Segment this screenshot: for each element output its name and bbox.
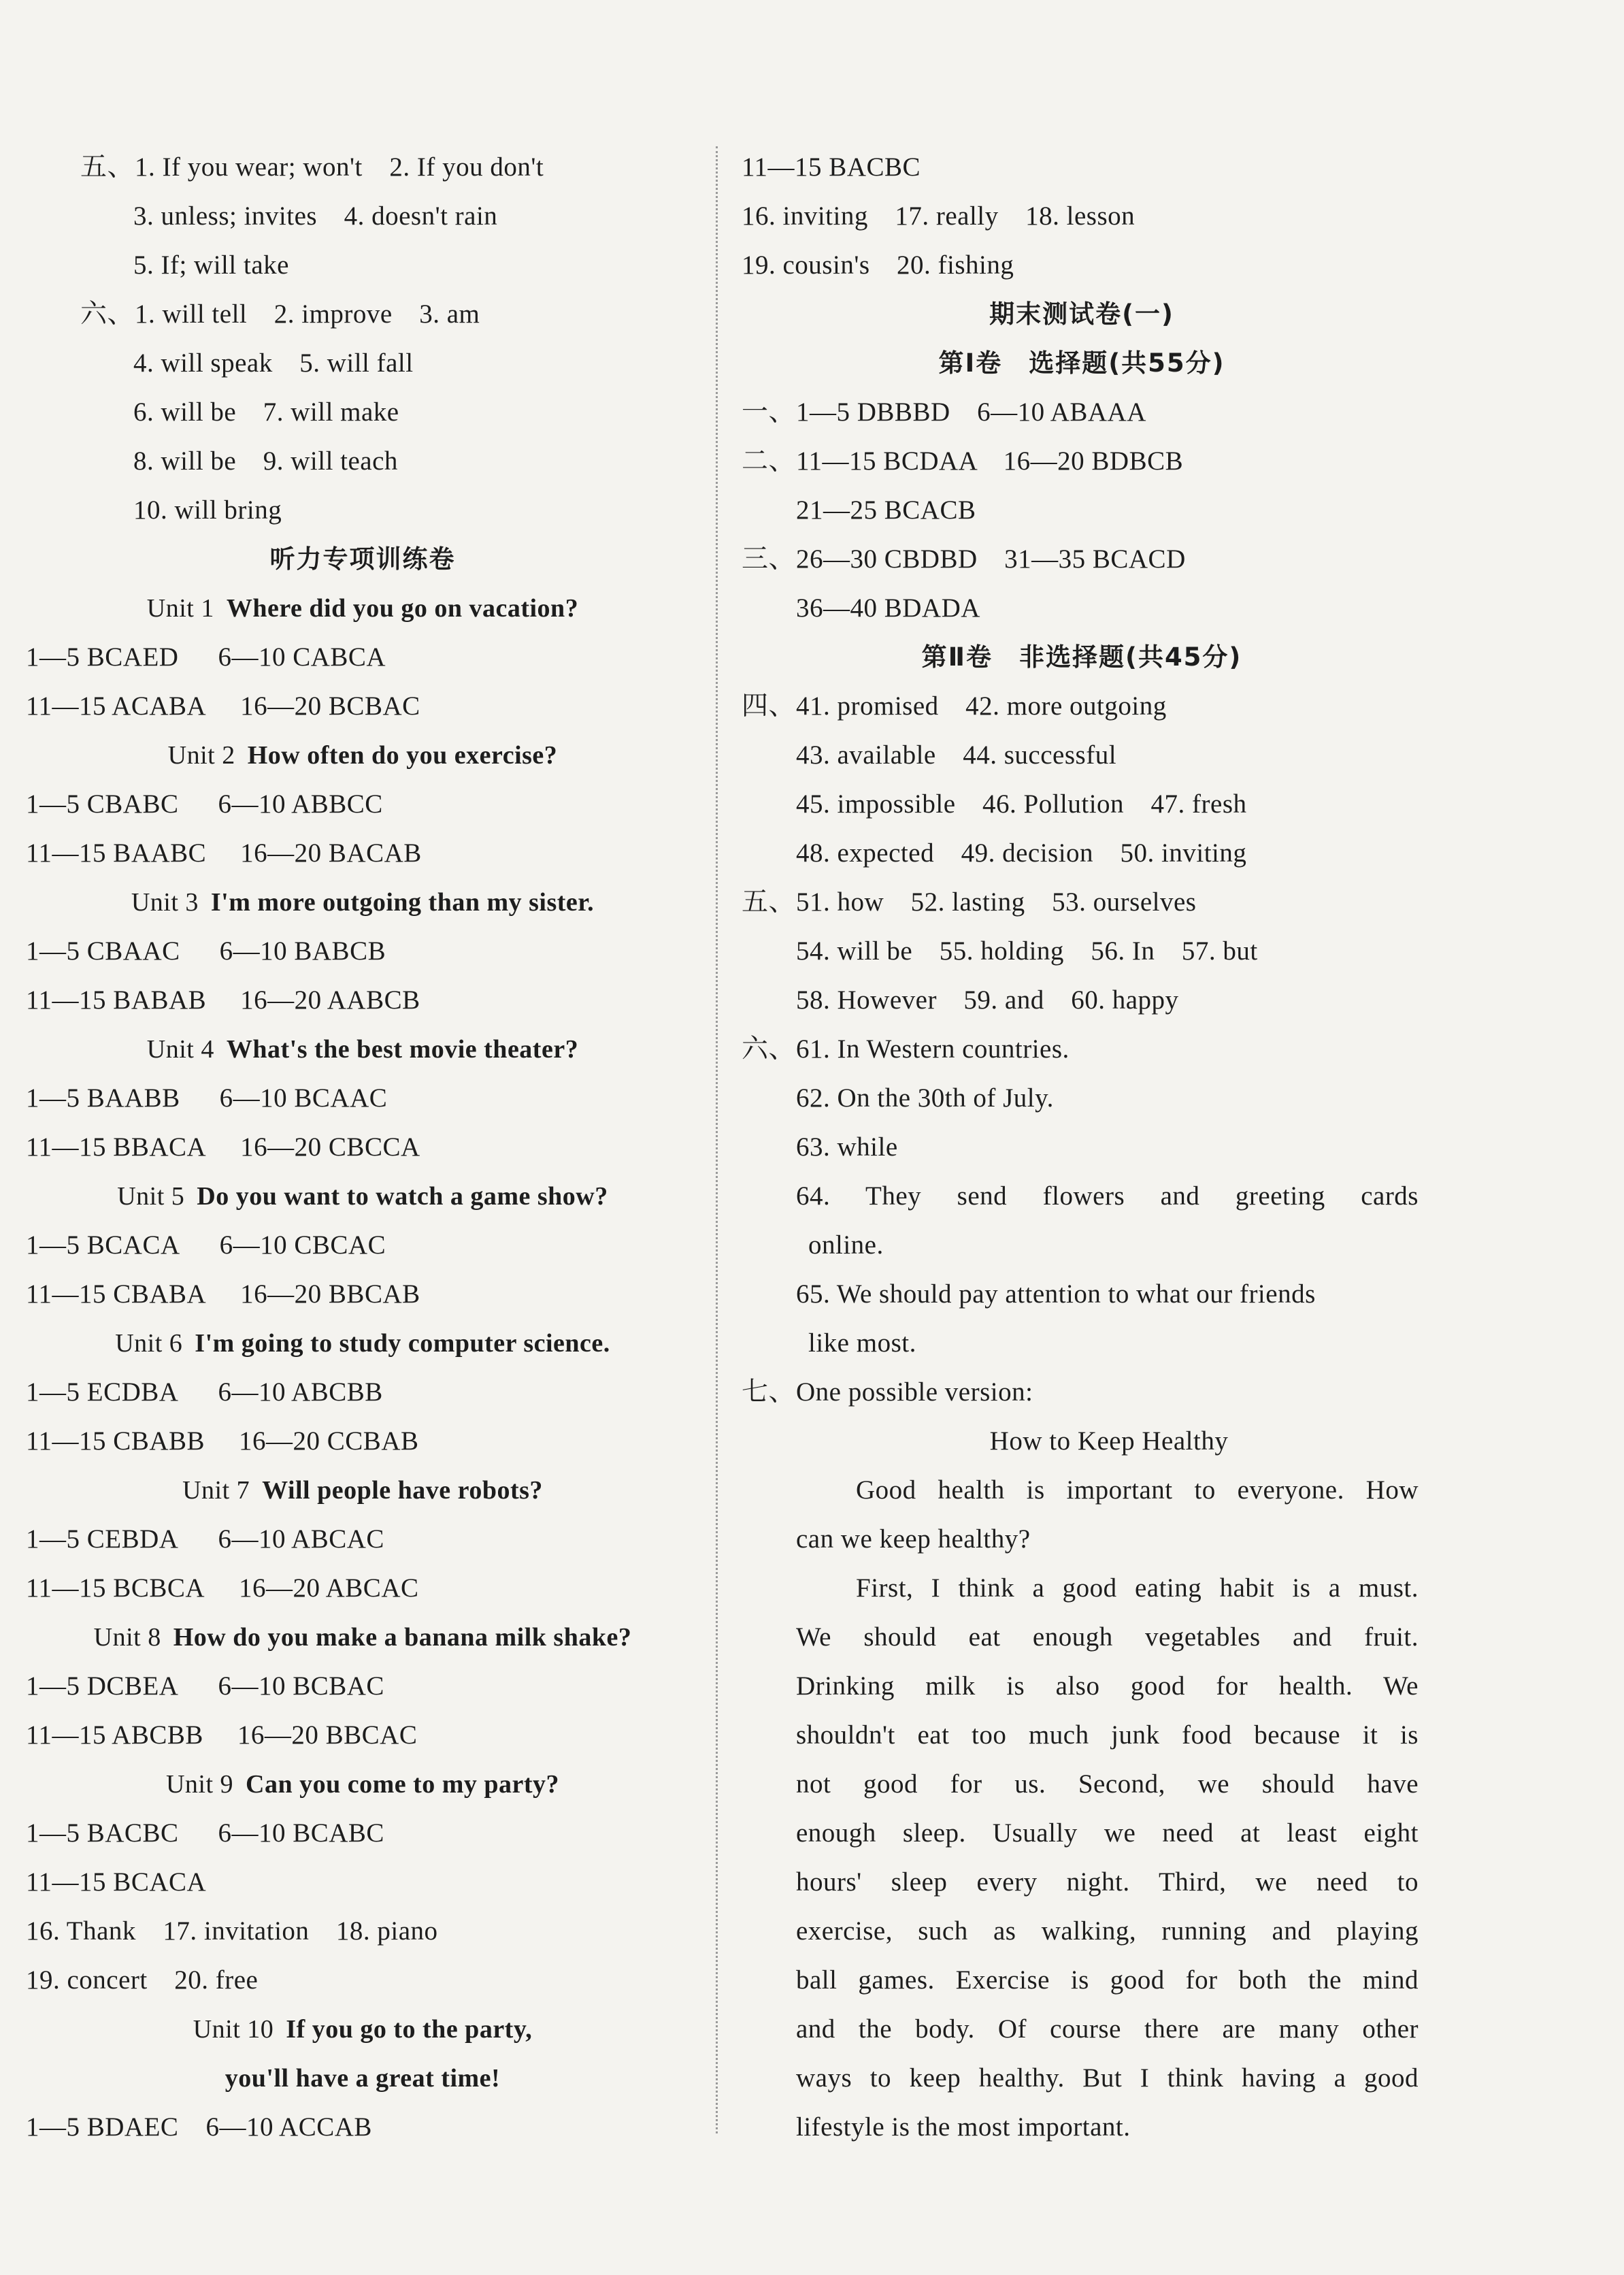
answer-line [742,1368,1422,1417]
section-marker: 三、 [742,544,796,574]
section-marker: 七、 [742,1377,796,1407]
answer-line [26,1221,699,1270]
section-6-line [26,290,699,339]
answer-line [742,682,1422,731]
answer-group: 6—10 ABCAC [218,1524,384,1554]
answer-group: 1—5 BDAEC [26,2112,179,2142]
essay-line [796,1907,1419,1956]
answer-line [26,1662,699,1711]
unit-title: Where did you go on vacation? [226,594,579,623]
answer-text: 36—40 BDADA [796,593,980,623]
unit-heading [26,1319,699,1368]
unit-heading [26,878,699,927]
essay-text: Good health is important to everyone. How [856,1475,1419,1505]
answer-group: 1—5 BCAED [26,642,179,672]
answer-line [742,1172,1419,1221]
unit-heading [26,1025,699,1074]
answer-group: 11—15 BCBCA [26,1573,205,1603]
unit-title: How do you make a banana milk shake? [173,1623,632,1652]
answer-text: 61. In Western countries. [796,1034,1070,1064]
unit-number: Unit 2 [167,741,235,770]
unit-title: I'm going to study computer science. [195,1329,610,1358]
essay-text: hours' sleep every night. Third, we need to [796,1867,1419,1897]
unit-number: Unit 4 [146,1035,214,1064]
answer-group: 11—15 ABCBB [26,1720,203,1750]
answer-line: 16. Thank 17. invitation 18. piano [26,1916,438,1946]
answer-line [26,780,699,829]
section-marker: 一、 [742,397,796,427]
answer-line [742,535,1422,584]
section-marker: 六、 [80,299,135,329]
unit-number: Unit 3 [131,888,199,917]
essay-text: and the body. Of course there are many other [796,2014,1419,2044]
essay-body [742,1466,1419,2152]
answer-line: 6. will be 7. will make [133,397,399,427]
answer-line [26,1564,699,1613]
answer-group: 6—10 BCBAC [218,1671,384,1701]
answer-line: 63. while [796,1132,898,1162]
unit-title: Can you come to my party? [246,1770,560,1799]
essay-line [796,1858,1419,1907]
unit-title: Do you want to watch a game show? [197,1182,608,1211]
unit-heading [26,584,699,633]
answer-group: 6—10 ABBCC [218,789,383,819]
answer-line: 5. If; will take [133,250,289,280]
answer-text: 51. how 52. lasting 53. ourselves [796,887,1197,917]
essay-text: exercise, such as walking, running and playing [796,1916,1419,1946]
unit-heading [26,1172,699,1221]
unit-number: Unit 7 [182,1476,250,1505]
answer-line: 48. expected 49. decision 50. inviting [796,838,1247,868]
answer-line: 58. However 59. and 60. happy [796,985,1179,1015]
column-divider [716,146,718,2133]
unit-title: I'm more outgoing than my sister. [210,888,595,917]
essay-line [796,2005,1419,2054]
answer-line [742,437,1422,486]
unit-title: If you go to the party, [286,2015,533,2044]
answer-line [26,1270,699,1319]
essay-line [796,1711,1419,1760]
answer-group: 11—15 CBABA [26,1279,207,1309]
unit-heading [26,1760,699,1809]
answer-group: 16—20 AABCB [240,985,420,1015]
essay-line [796,1956,1419,2005]
unit-number: Unit 6 [115,1329,183,1358]
answer-line: 1. will tell 2. improve 3. am [135,299,480,329]
answer-group: 1—5 CBABC [26,789,179,819]
answer-text: 1—5 DBBBD 6—10 ABAAA [796,397,1146,427]
listening-section-title: 听力专项训练卷 [269,544,456,574]
essay-line [796,1564,1419,1613]
answer-line [26,1809,699,1858]
answer-line [742,486,1422,535]
answer-group: 11—15 CBABB [26,1426,205,1456]
answer-line: 16. inviting 17. really 18. lesson [742,201,1136,231]
answer-text: 21—25 BCACB [796,495,976,525]
answer-text: 26—30 CBDBD 31—35 BCACD [796,544,1186,574]
units-list [26,584,699,1760]
answer-group: 16—20 BCBAC [240,691,420,721]
answer-line: 1. If you wear; won't 2. If you don't [135,152,544,182]
essay-line [796,1515,1419,1564]
unit-number: Unit 8 [93,1623,161,1652]
essay-text: First, I think a good eating habit is a must. [856,1573,1419,1603]
answer-text: 11—15 BCDAA 16—20 BDBCB [796,446,1184,476]
answer-line: 62. On the 30th of July. [796,1083,1054,1113]
answer-line [26,976,699,1025]
unit-heading [26,1466,699,1515]
unit-heading [26,2005,699,2054]
answer-line: 19. cousin's 20. fishing [742,250,1014,280]
answer-line [26,927,699,976]
answer-line [742,584,1422,633]
section-marker: 四、 [742,691,796,721]
essay-line [796,1662,1419,1711]
essay-text: shouldn't eat too much junk food because it is [796,1720,1419,1750]
unit-title: Will people have robots? [262,1476,543,1505]
unit-number: Unit 5 [117,1182,185,1211]
answer-line: 19. concert 20. free [26,1965,259,1995]
answer-line [26,2103,699,2152]
unit-title: How often do you exercise? [247,741,558,770]
essay-text: not good for us. Second, we should have [796,1769,1419,1799]
answer-line [26,1711,699,1760]
answer-group: 11—15 BBACA [26,1132,207,1162]
unit-number: Unit 1 [146,594,214,623]
answer-line-continued: online. [808,1230,884,1260]
essay-text: Drinking milk is also good for health. We [796,1671,1419,1701]
answer-line: 11—15 BCACA [26,1867,207,1897]
section-marker: 五、 [742,887,796,917]
answer-line [26,1368,699,1417]
unit-heading [26,731,699,780]
answer-group: 11—15 BABAB [26,985,207,1015]
part-2-title: 第Ⅱ卷 非选择题(共45分) [921,642,1242,672]
answer-group: 6—10 CABCA [218,642,386,672]
essay-line [796,1613,1419,1662]
right-column [742,143,1422,2152]
answer-line [742,1025,1422,1074]
answer-line: 4. will speak 5. will fall [133,348,414,378]
essay-text: lifestyle is the most important. [796,2112,1131,2142]
answer-group: 1—5 BACBC [26,1818,179,1848]
unit-heading-continued: you'll have a great time! [225,2064,501,2093]
answer-line [26,1123,699,1172]
section-5-line [26,143,699,192]
answer-group: 16—20 BBCAB [240,1279,420,1309]
answer-line: 3. unless; invites 4. doesn't rain [133,201,498,231]
unit-number: Unit 9 [165,1770,233,1799]
answer-line [26,829,699,878]
answer-group: 1—5 DCBEA [26,1671,179,1701]
answer-line: 8. will be 9. will teach [133,446,398,476]
section-marker: 五、 [80,152,135,182]
answer-group: 6—10 ACCAB [205,2112,372,2142]
essay-line [796,1760,1419,1809]
answer-line [26,1074,699,1123]
answer-group: 11—15 ACABA [26,691,207,721]
part-1-title: 第Ⅰ卷 选择题(共55分) [938,348,1225,378]
answer-group: 6—10 BABCB [219,936,386,966]
answer-line [742,388,1422,437]
answer-line [26,1417,699,1466]
answer-line [26,682,699,731]
section-marker: 六、 [742,1034,796,1064]
answer-line: 11—15 BACBC [742,152,921,182]
answer-line-continued: like most. [808,1328,916,1358]
answer-line: 65. We should pay attention to what our friends [796,1279,1316,1309]
answer-group: 6—10 ABCBB [218,1377,383,1407]
answer-line [26,1515,699,1564]
answer-group: 1—5 CEBDA [26,1524,179,1554]
answer-group: 16—20 CBCCA [240,1132,420,1162]
essay-line [796,2054,1419,2103]
essay-title: How to Keep Healthy [989,1426,1229,1456]
answer-group: 16—20 ABCAC [239,1573,419,1603]
answer-group: 1—5 CBAAC [26,936,180,966]
answer-group: 16—20 BBCAC [237,1720,418,1750]
essay-text: can we keep healthy? [796,1524,1031,1554]
unit-title: What's the best movie theater? [226,1035,579,1064]
answer-group: 16—20 BACAB [240,838,422,868]
essay-line [796,2103,1419,2152]
answer-line [26,633,699,682]
unit-number: Unit 10 [193,2015,274,2044]
essay-text: ways to keep healthy. But I think having a good [796,2063,1419,2093]
answer-text: One possible version: [796,1377,1033,1407]
answer-line: 45. impossible 46. Pollution 47. fresh [796,789,1247,819]
answer-group: 6—10 CBCAC [219,1230,386,1260]
answer-group: 16—20 CCBAB [239,1426,419,1456]
final-test-title: 期末测试卷(一) [989,299,1174,329]
essay-line [796,1466,1419,1515]
answer-group: 1—5 ECDBA [26,1377,179,1407]
left-column [26,143,699,2152]
answer-line [742,878,1422,927]
essay-line [796,1809,1419,1858]
unit-heading [26,1613,699,1662]
answer-group: 11—15 BAABC [26,838,207,868]
answer-line: 54. will be 55. holding 56. In 57. but [796,936,1258,966]
answer-text: 41. promised 42. more outgoing [796,691,1167,721]
section-marker: 二、 [742,446,796,476]
answer-group: 1—5 BCACA [26,1230,180,1260]
answer-line: 43. available 44. successful [796,740,1117,770]
answer-text: 64. They send flowers and greeting cards [796,1181,1419,1211]
essay-text: ball games. Exercise is good for both the mind [796,1965,1419,1995]
answer-group: 1—5 BAABB [26,1083,180,1113]
answer-group: 6—10 BCAAC [219,1083,388,1113]
essay-text: We should eat enough vegetables and fruit. [796,1622,1419,1652]
answer-line: 10. will bring [133,495,282,525]
essay-text: enough sleep. Usually we need at least eight [796,1818,1419,1848]
answer-group: 6—10 BCABC [218,1818,384,1848]
